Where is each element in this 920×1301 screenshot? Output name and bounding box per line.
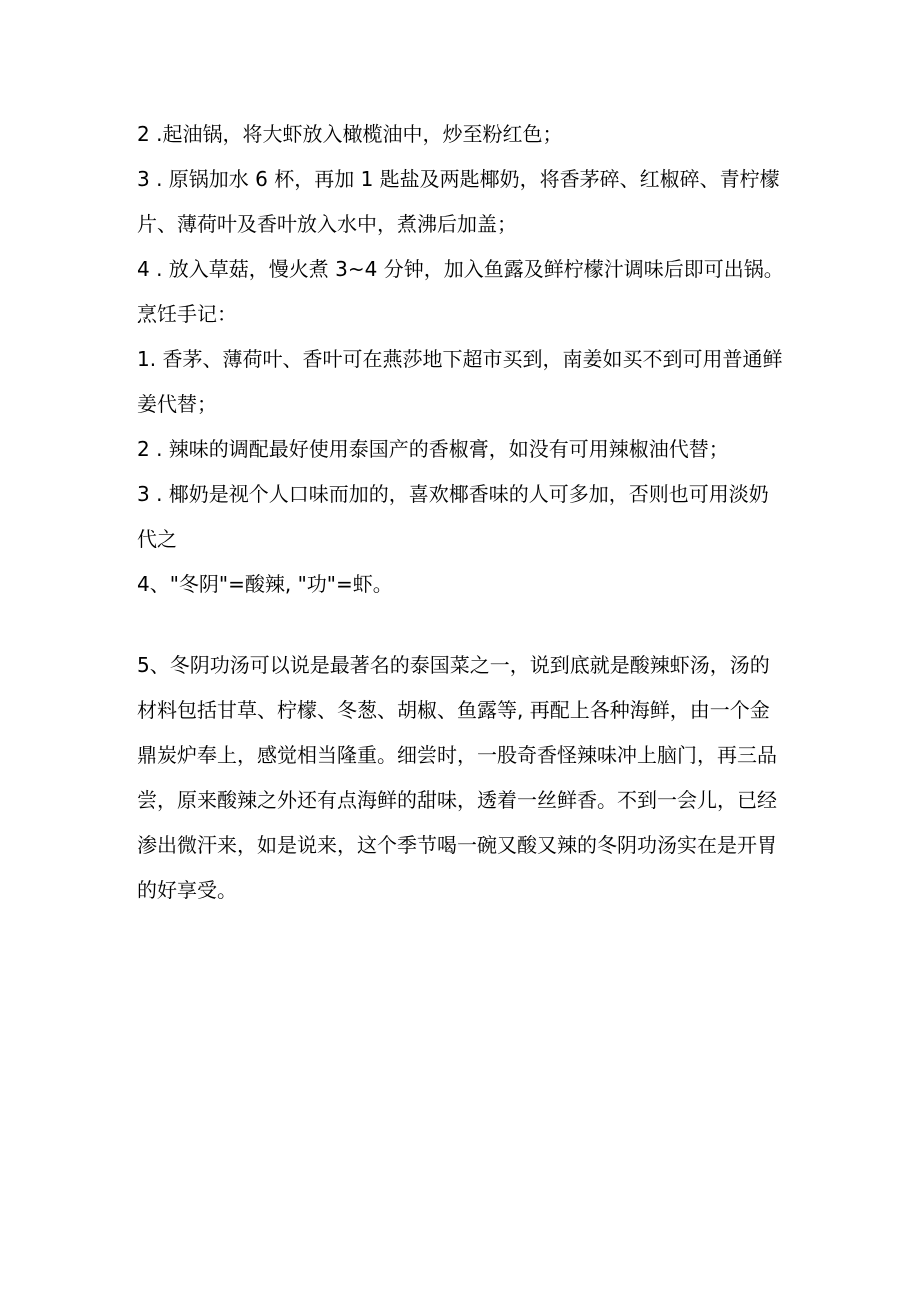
step-3-paragraph: 3 . 原锅加水 6 杯，再加 1 匙盐及两匙椰奶，将香茅碎、红椒碎、青柠檬片、薄荷叶及香叶放入水中，煮沸后加盖； — [137, 167, 780, 236]
step-4-paragraph: 4 . 放入草菇，慢火煮 3~4 分钟，加入鱼露及鲜柠檬汁调味后即可出锅。 — [137, 257, 784, 281]
cooking-notes-heading: 烹饪手记： — [137, 302, 237, 326]
step-2-paragraph: 2 .起油锅，将大虾放入橄榄油中，炒至粉红色； — [137, 122, 563, 146]
document-body — [137, 112, 787, 913]
note-5-paragraph: 5、冬阴功汤可以说是最著名的泰国菜之一，说到底就是酸辣虾汤，汤的材料包括甘草、柠檬、冬葱、胡椒、鱼露等, 再配上各种海鲜，由一个金鼎炭炉奉上，感觉相当隆重。细尝时，一股奇香怪辣味冲上脑门，再三品尝，原来酸辣之外还有点海鲜的甜味，透着一丝鲜香。不到一会儿，已经渗出微汗来，如是说来，这个季节喝一碗又酸又辣的冬阴功汤实在是开胃的好享受。 — [137, 653, 777, 902]
note-2-paragraph: 2 . 辣味的调配最好使用泰国产的香椒膏，如没有可用辣椒油代替； — [137, 437, 729, 461]
note-3-paragraph: 3 . 椰奶是视个人口味而加的，喜欢椰香味的人可多加，否则也可用淡奶代之 — [137, 482, 769, 551]
note-1-paragraph: 1. 香茅、薄荷叶、香叶可在燕莎地下超市买到，南姜如买不到可用普通鲜姜代替； — [137, 347, 783, 416]
note-4-paragraph: 4、"冬阴"=酸辣, "功"=虾。 — [137, 572, 393, 596]
paragraph-spacer — [137, 607, 787, 643]
